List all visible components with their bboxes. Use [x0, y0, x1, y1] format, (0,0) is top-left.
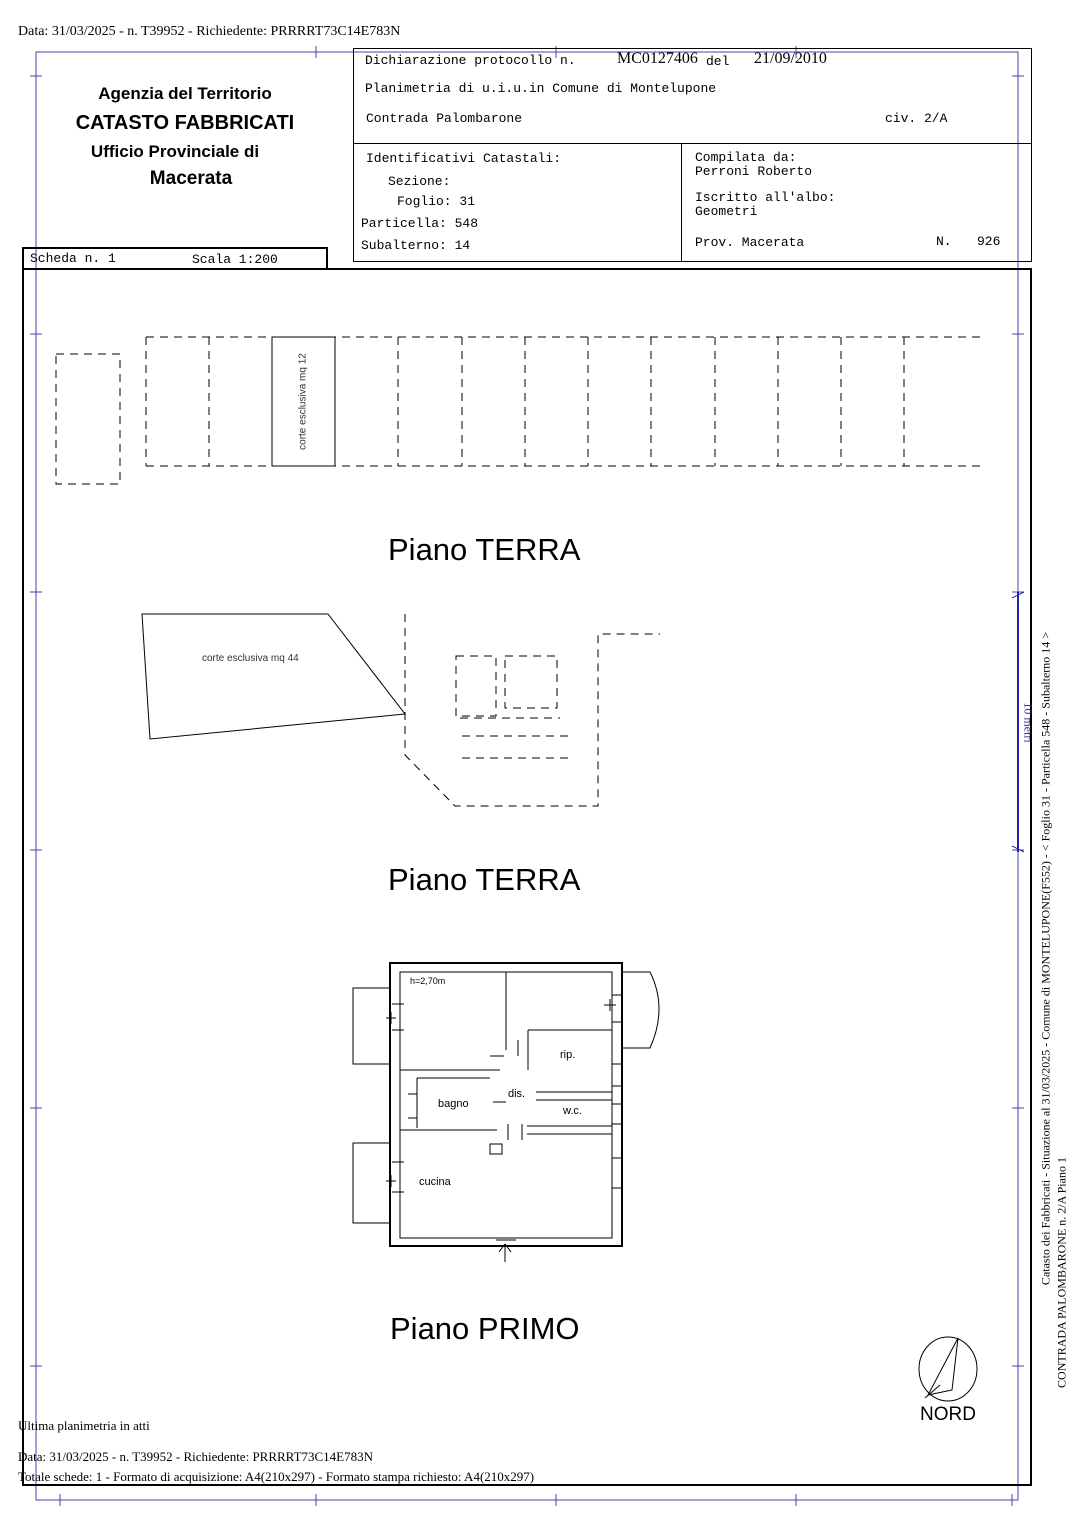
header-line: Data: 31/03/2025 - n. T39952 - Richiedente: PRRRRT73C14E783N — [18, 24, 401, 39]
declaration-del: del — [706, 54, 730, 69]
footer-totale: Totale schede: 1 - Formato di acquisizione: A4(210x297) - Formato stampa richiesto: A4(210x297) — [18, 1469, 535, 1484]
scheda-label: Scheda n. 1 — [30, 251, 116, 266]
scale-bar-label: 10 metri — [1021, 702, 1036, 743]
albo-value: Geometri — [695, 204, 758, 219]
identifiers-title: Identificativi Catastali: — [366, 151, 562, 166]
compiled-label: Compilata da: — [695, 150, 797, 165]
side-text-line1: Catasto dei Fabbricati - Situazione al 31/03/2025 - Comune di MONTELUPONE(F552) - < Foglio 31 - Particella 548 - Subalterno 14 > — [1038, 631, 1053, 1286]
height-label: h=2,70m — [410, 976, 446, 986]
protocol-number: MC0127406 — [617, 50, 698, 67]
corte-44-label: corte esclusiva mq 44 — [202, 653, 299, 664]
address-line: Contrada Palombarone — [366, 111, 523, 126]
side-text-line2: CONTRADA PALOMBARONE n. 2/A Piano 1 — [1054, 1157, 1069, 1388]
north-label: NORD — [920, 1404, 976, 1425]
compiler-name: Perroni Roberto — [695, 164, 813, 179]
declaration-date: 21/09/2010 — [754, 50, 827, 67]
room-cucina: cucina — [419, 1176, 451, 1188]
albo-label: Iscritto all'albo: — [695, 190, 836, 205]
declaration-prefix: Dichiarazione protocollo n. — [365, 53, 576, 68]
prov-label: Prov. Macerata — [695, 235, 805, 250]
n-label: N. — [936, 234, 952, 249]
agency-line1: Agenzia del Territorio — [98, 84, 272, 103]
identifier-subalterno: Subalterno: 14 — [361, 238, 471, 253]
footer-ultima: Ultima planimetria in atti — [18, 1418, 150, 1433]
room-wc: w.c. — [563, 1105, 582, 1117]
piano-terra-title-2: Piano TERRA — [388, 862, 581, 897]
identifier-particella: Particella: 548 — [361, 216, 479, 231]
room-rip: rip. — [560, 1049, 576, 1061]
planimetria-line: Planimetria di u.i.u.in Comune di Montelupone — [365, 81, 717, 96]
piano-primo-title: Piano PRIMO — [390, 1311, 580, 1346]
piano-terra-title-1: Piano TERRA — [388, 532, 581, 567]
civic-number: civ. 2/A — [885, 111, 948, 126]
agency-line4: Macerata — [149, 168, 233, 189]
n-value: 926 — [977, 234, 1001, 249]
agency-line2: CATASTO FABBRICATI — [75, 112, 295, 134]
room-bagno: bagno — [438, 1098, 469, 1110]
footer-data: Data: 31/03/2025 - n. T39952 - Richiedente: PRRRRT73C14E783N — [18, 1449, 374, 1464]
room-dis: dis. — [508, 1088, 526, 1100]
agency-line3: Ufficio Provinciale di — [90, 142, 260, 161]
identifier-sezione: Sezione: — [388, 174, 451, 189]
corte-12-label: corte esclusiva mq 12 — [297, 353, 309, 450]
scheda-scale: Scala 1:200 — [192, 252, 278, 267]
identifier-foglio: Foglio: 31 — [397, 194, 476, 209]
